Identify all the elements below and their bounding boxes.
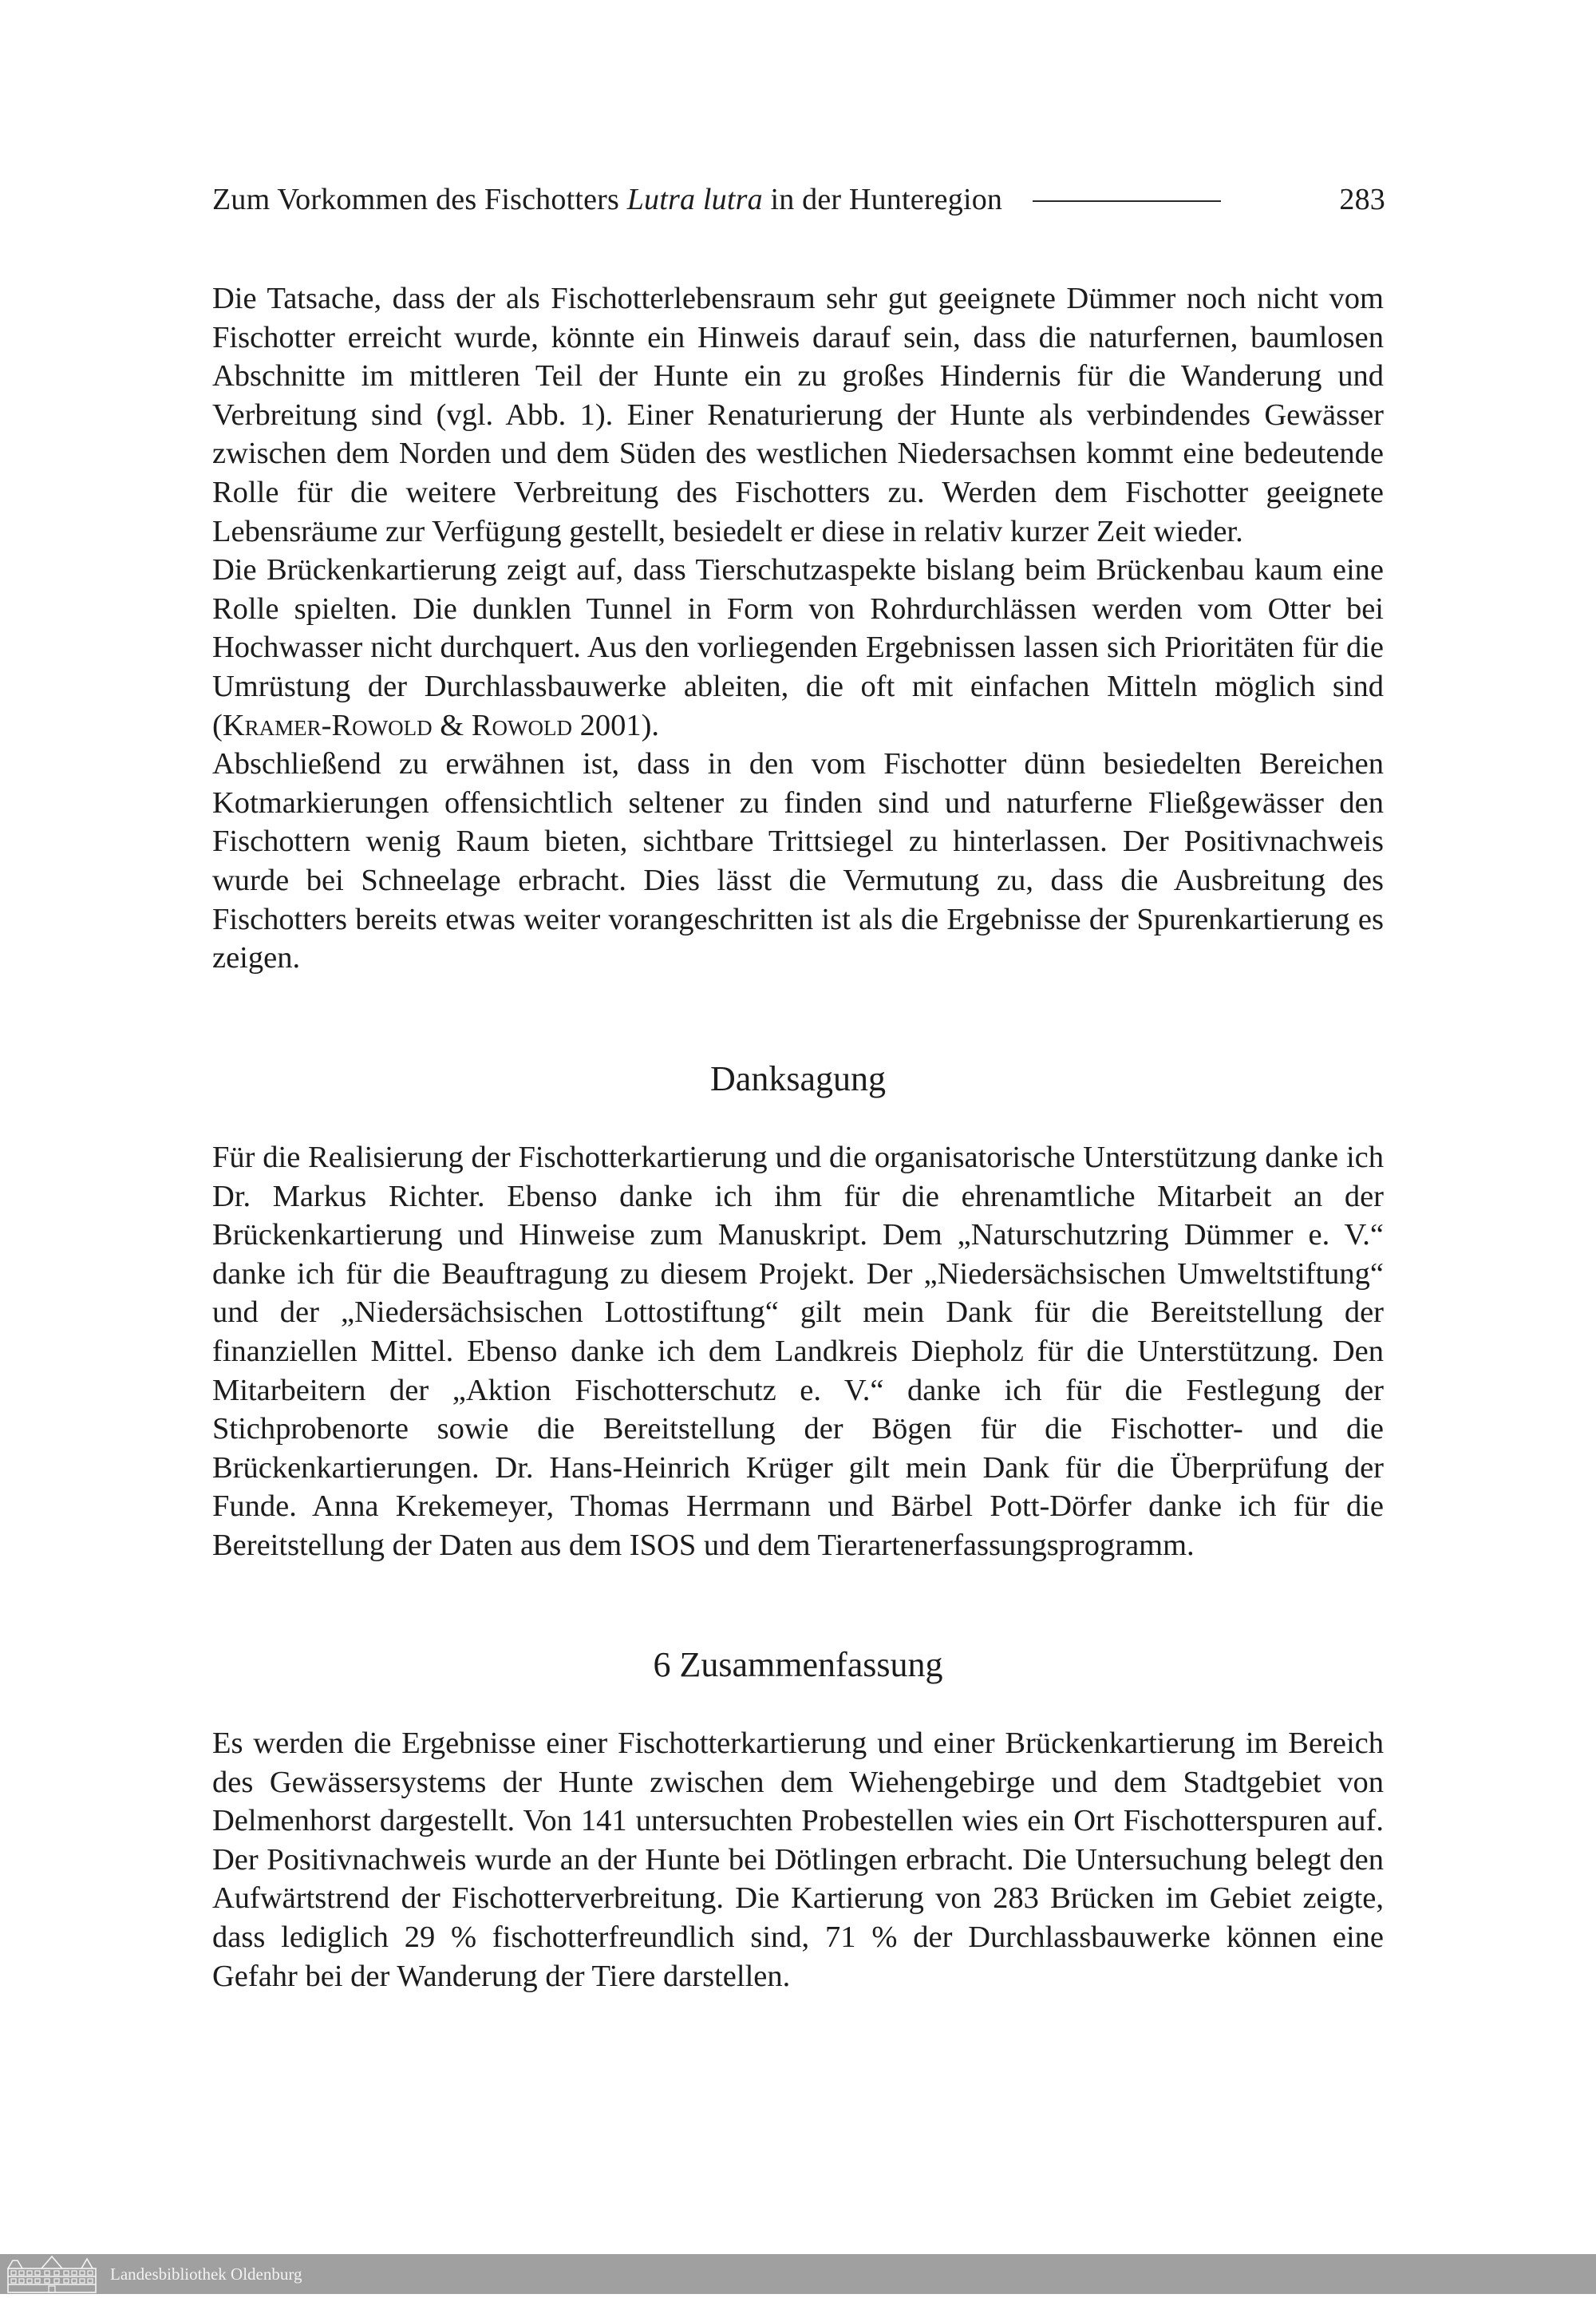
header-rule: [1033, 200, 1221, 202]
paragraph-duemmer: Die Tatsache, dass der als Fischotterlebensraum sehr gut geeignete Dümmer noch nicht vom Fischotter erreicht wurde, könnte ein Hinweis darauf sein, dass die naturfernen, baumlosen Abschnitte im mittleren Teil der Hunte ein zu großes Hindernis für die Wanderung und Verbreitung sind (vgl. Abb. 1). Einer Renaturierung der Hunte als verbindendes Gewässer zwischen dem Norden und dem Süden des westlichen Niedersachsen kommt eine bedeutende Rolle für die weitere Verbreitung des Fischotters zu. Werden dem Fischotter geeignete Lebensräume zur Verfügung gestellt, besiedelt er diese in relativ kurzer Zeit wieder.: [212, 282, 1384, 548]
discussion-section: [212, 279, 1384, 978]
paragraph-abschliessend: Abschließend zu erwähnen ist, dass in den vom Fischotter dünn besiedelten Bereichen Kotmarkierungen offensichtlich seltener zu finden sind und naturferne Fließgewässer den Fischottern wenig Raum bieten, sichtbare Trittsiegel zu hinterlassen. Der Positivnachweis wurde bei Schneelage erbracht. Dies lässt die Vermutung zu, dass die Ausbreitung des Fischotters bereits etwas weiter vorangeschritten ist als die Ergebnisse der Spurenkartierung es zeigen.: [212, 747, 1384, 975]
paragraph-summary: Es werden die Ergebnisse einer Fischotterkartierung und einer Brückenkartierung im Bereich des Gewässersystems der Hunte zwischen dem Wiehengebirge und dem Stadtgebiet von Delmenhorst dargestellt. Von 141 untersuchten Probestellen wies ein Ort Fischotterspuren auf. Der Positivnachweis wurde an der Hunte bei Dötlingen erbracht. Die Untersuchung belegt den Aufwärtstrend der Fischotterverbreitung. Die Kartierung von 283 Brücken im Gebiet zeigte, dass lediglich 29 % fischotterfreundlich sind, 71 % der Durchlassbauwerke können eine Gefahr bei der Wanderung der Tiere darstellen.: [212, 1726, 1384, 1993]
citation-year: 2001: [571, 708, 642, 742]
summary-section: [212, 1724, 1384, 1995]
library-name: Landesbibliothek Oldenburg: [110, 2264, 302, 2284]
running-header: [212, 177, 1385, 222]
citation-authors: Kramer-Rowold & Rowold: [222, 708, 572, 742]
paragraph-acknowledgements: Für die Realisierung der Fischotterkartierung und die organisatorische Unterstützung danke ich Dr. Markus Richter. Ebenso danke ich ihm für die ehrenamtliche Mitarbeit an der Brückenkartierung und Hinweise zum Manuskript. Dem „Naturschutzring Dümmer e. V.“ danke ich für die Beauftragung zu diesem Projekt. Der „Niedersächsischen Umweltstiftung“ und der „Niedersächsischen Lottostiftung“ gilt mein Dank für die Bereitstellung der finanziellen Mittel. Ebenso danke ich dem Landkreis Diepholz für die Unterstützung. Den Mitarbeitern der „Aktion Fischotterschutz e. V.“ danke ich für die Festlegung der Stichprobenorte sowie die Bereitstellung der Bögen für die Fischotter- und die Brückenkartierungen. Dr. Hans-Heinrich Krüger gilt mein Dank für die Überprüfung der Funde. Anna Krekemeyer, Thomas Herrmann und Bärbel Pott-Dörfer danke ich für die Bereitstellung der Daten aus dem ISOS und dem Tierartenerfassungsprogramm.: [212, 1141, 1384, 1562]
species-name: Lutra lutra: [626, 183, 763, 216]
running-header-title: Zum Vorkommen des Fischotters Lutra lutra in der Hunteregion: [212, 183, 1003, 216]
footer-bar: [0, 2254, 1596, 2294]
page-number: 283: [1339, 183, 1385, 216]
heading-summary: 6 Zusammenfassung: [653, 1645, 943, 1684]
paragraph-brueckenkartierung: Die Brückenkartierung zeigt auf, dass Tierschutzaspekte bislang beim Brückenbau kaum eine Rolle spielten. Die dunklen Tunnel in Form von Rohrdurchlässen werden vom Otter bei Hochwasser nicht durchquert. Aus den vorliegenden Ergebnissen lassen sich Prioritäten für die Umrüstung der Durchlassbauwerke ableiten, die oft mit einfachen Mitteln möglich sind (Kramer-Rowold & Rowold 2001).: [212, 553, 1384, 742]
acknowledgements-section: [212, 1138, 1384, 1565]
heading-acknowledgements: Danksagung: [710, 1059, 886, 1098]
library-building-icon: [5, 2254, 99, 2294]
